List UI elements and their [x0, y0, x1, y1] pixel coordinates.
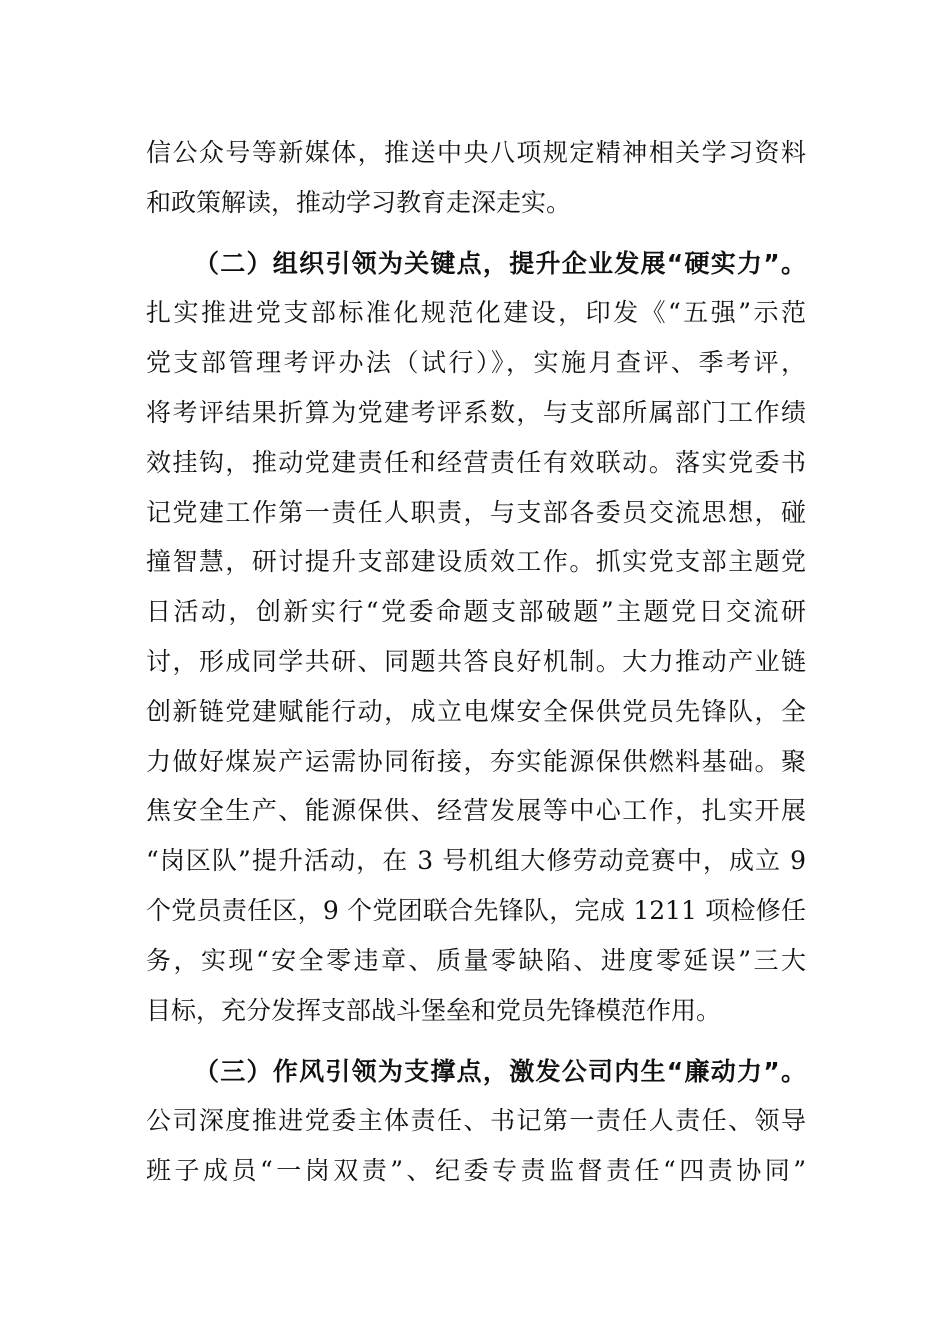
paragraph-line: 日活动，创新实行“党委命题支部破题”主题党日交流研	[146, 597, 806, 626]
paragraph-line: 个党员责任区，9 个党团联合先锋队，完成 1211 项检修任	[146, 896, 806, 925]
paragraph-line: 效挂钩，推动党建责任和经营责任有效联动。落实党委书	[146, 448, 806, 477]
paragraph-line: 扎实推进党支部标准化规范化建设，印发《“五强”示范	[146, 298, 806, 327]
paragraph-line: 焦安全生产、能源保供、经营发展等中心工作，扎实开展	[146, 796, 806, 825]
paragraph-line: “岗区队”提升活动，在 3 号机组大修劳动竞赛中，成立 9	[146, 846, 806, 875]
paragraph-line: 公司深度推进党委主体责任、书记第一责任人责任、领导	[146, 1106, 806, 1135]
paragraph-line: 目标，充分发挥支部战斗堡垒和党员先锋模范作用。	[146, 996, 722, 1025]
section-heading: （二）组织引领为关键点，提升企业发展“硬实力”。	[194, 249, 806, 278]
paragraph-line: 党支部管理考评办法（试行）》，实施月查评、季考评，	[146, 348, 806, 377]
section-heading: （三）作风引领为支撑点，激发公司内生“廉动力”。	[194, 1057, 806, 1086]
paragraph-line: 创新链党建赋能行动，成立电煤安全保供党员先锋队，全	[146, 697, 806, 726]
paragraph-line: 力做好煤炭产运需协同衔接，夯实能源保供燃料基础。聚	[146, 747, 806, 776]
paragraph-line: 班子成员“一岗双责”、纪委专责监督责任“四责协同”	[146, 1156, 806, 1185]
paragraph-line: 讨，形成同学共研、同题共答良好机制。大力推动产业链	[146, 647, 806, 676]
paragraph-line: 将考评结果折算为党建考评系数，与支部所属部门工作绩	[146, 398, 806, 427]
paragraph-line: 撞智慧，研讨提升支部建设质效工作。抓实党支部主题党	[146, 547, 806, 576]
paragraph-line: 记党建工作第一责任人职责，与支部各委员交流思想，碰	[146, 498, 806, 527]
paragraph-line: 务，实现“安全零违章、质量零缺陷、进度零延误”三大	[146, 946, 806, 975]
paragraph-line: 和政策解读，推动学习教育走深走实。	[146, 188, 572, 217]
paragraph-line: 信公众号等新媒体，推送中央八项规定精神相关学习资料	[146, 138, 806, 167]
